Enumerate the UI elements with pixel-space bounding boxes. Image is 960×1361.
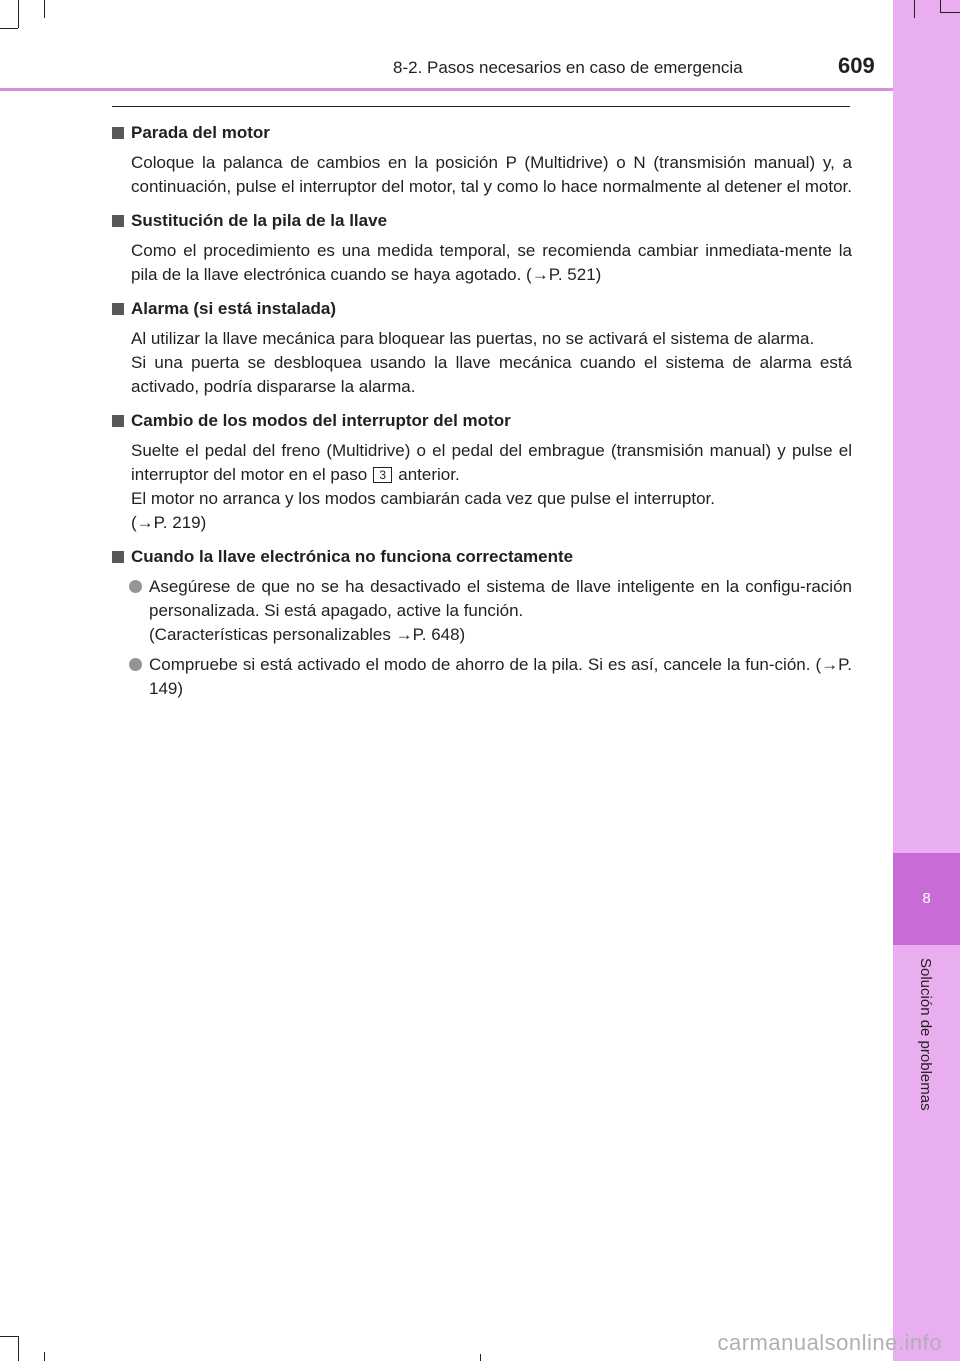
paragraph: Como el procedimiento es una medida temporal, se recomienda cambiar inmediata-mente la pila de la llave electrónica cuando se haya agotado. (→P. 521) (131, 241, 852, 284)
list-item-text: Asegúrese de que no se ha desactivado el sistema de llave inteligente en la configu-ración personalizada. Si está apagado, active la función. (149, 577, 852, 620)
crop-mark (44, 0, 45, 18)
section-engine-switch-modes (112, 409, 852, 535)
paragraph: Coloque la palanca de cambios en la posición P (Multidrive) o N (transmisión manual) y, a continuación, pulse el interruptor del motor, tal y como lo hace normalmente al detener el motor. (131, 153, 852, 196)
crop-mark (18, 0, 19, 28)
crop-mark (480, 1354, 481, 1361)
page-reference: (→P. 219) (131, 513, 207, 532)
watermark: carmanualsonline.info (717, 1330, 942, 1355)
crop-mark (0, 1336, 18, 1337)
circle-bullet-icon (129, 658, 142, 671)
section-header: 8-2. Pasos necesarios en caso de emergencia (393, 58, 743, 77)
section-title: Parada del motor (112, 121, 852, 145)
crop-mark (44, 1352, 45, 1361)
paragraph-line: Si una puerta se desbloquea usando la llave mecánica cuando el sistema de alarma está activado, podría dispararse la alarma. (131, 353, 852, 396)
list-item-text: Compruebe si está activado el modo de ahorro de la pila. Si es así, cancele la fun-ción. (→P. 149) (149, 655, 852, 698)
side-tab-strip (893, 0, 960, 1361)
crop-mark (914, 0, 915, 18)
step-number-box: 3 (373, 467, 392, 483)
section-battery-replacement (112, 209, 852, 287)
crop-mark (18, 1336, 19, 1361)
section-engine-stop (112, 121, 852, 199)
page-content (112, 121, 852, 711)
circle-bullet-icon (129, 580, 142, 593)
crop-mark (0, 28, 18, 29)
section-alarm (112, 297, 852, 399)
content-rule (112, 106, 850, 107)
section-title: Alarma (si está instalada) (112, 297, 852, 321)
crop-mark (940, 0, 941, 12)
square-bullet-icon (112, 415, 124, 427)
paragraph: Suelte el pedal del freno (Multidrive) o el pedal del embrague (transmisión manual) y pulse el interruptor del motor en el paso 3 anterior. El motor no arranca y los modos cambiarán cada vez que pulse el interruptor. (→P. 219) (112, 439, 852, 535)
section-title: Cambio de los modos del interruptor del motor (112, 409, 852, 433)
square-bullet-icon (112, 303, 124, 315)
crop-mark (940, 12, 960, 13)
square-bullet-icon (112, 551, 124, 563)
list-item (112, 653, 852, 701)
page-reference: (Características personalizables →P. 648) (149, 625, 466, 644)
page-number: 609 (838, 53, 875, 78)
chapter-number: 8 (922, 890, 931, 907)
list-item (112, 575, 852, 647)
chapter-title: Solución de problemas (917, 958, 934, 1111)
square-bullet-icon (112, 215, 124, 227)
section-title: Sustitución de la pila de la llave (112, 209, 852, 233)
header-rule (0, 88, 893, 91)
paragraph-line: Al utilizar la llave mecánica para bloquear las puertas, no se activará el sistema de alarma. (131, 329, 815, 348)
section-title: Cuando la llave electrónica no funciona correctamente (112, 545, 852, 569)
paragraph-line: El motor no arranca y los modos cambiarán cada vez que pulse el interruptor. (131, 489, 715, 508)
paragraph (112, 327, 852, 399)
section-key-malfunction (112, 545, 852, 701)
square-bullet-icon (112, 127, 124, 139)
